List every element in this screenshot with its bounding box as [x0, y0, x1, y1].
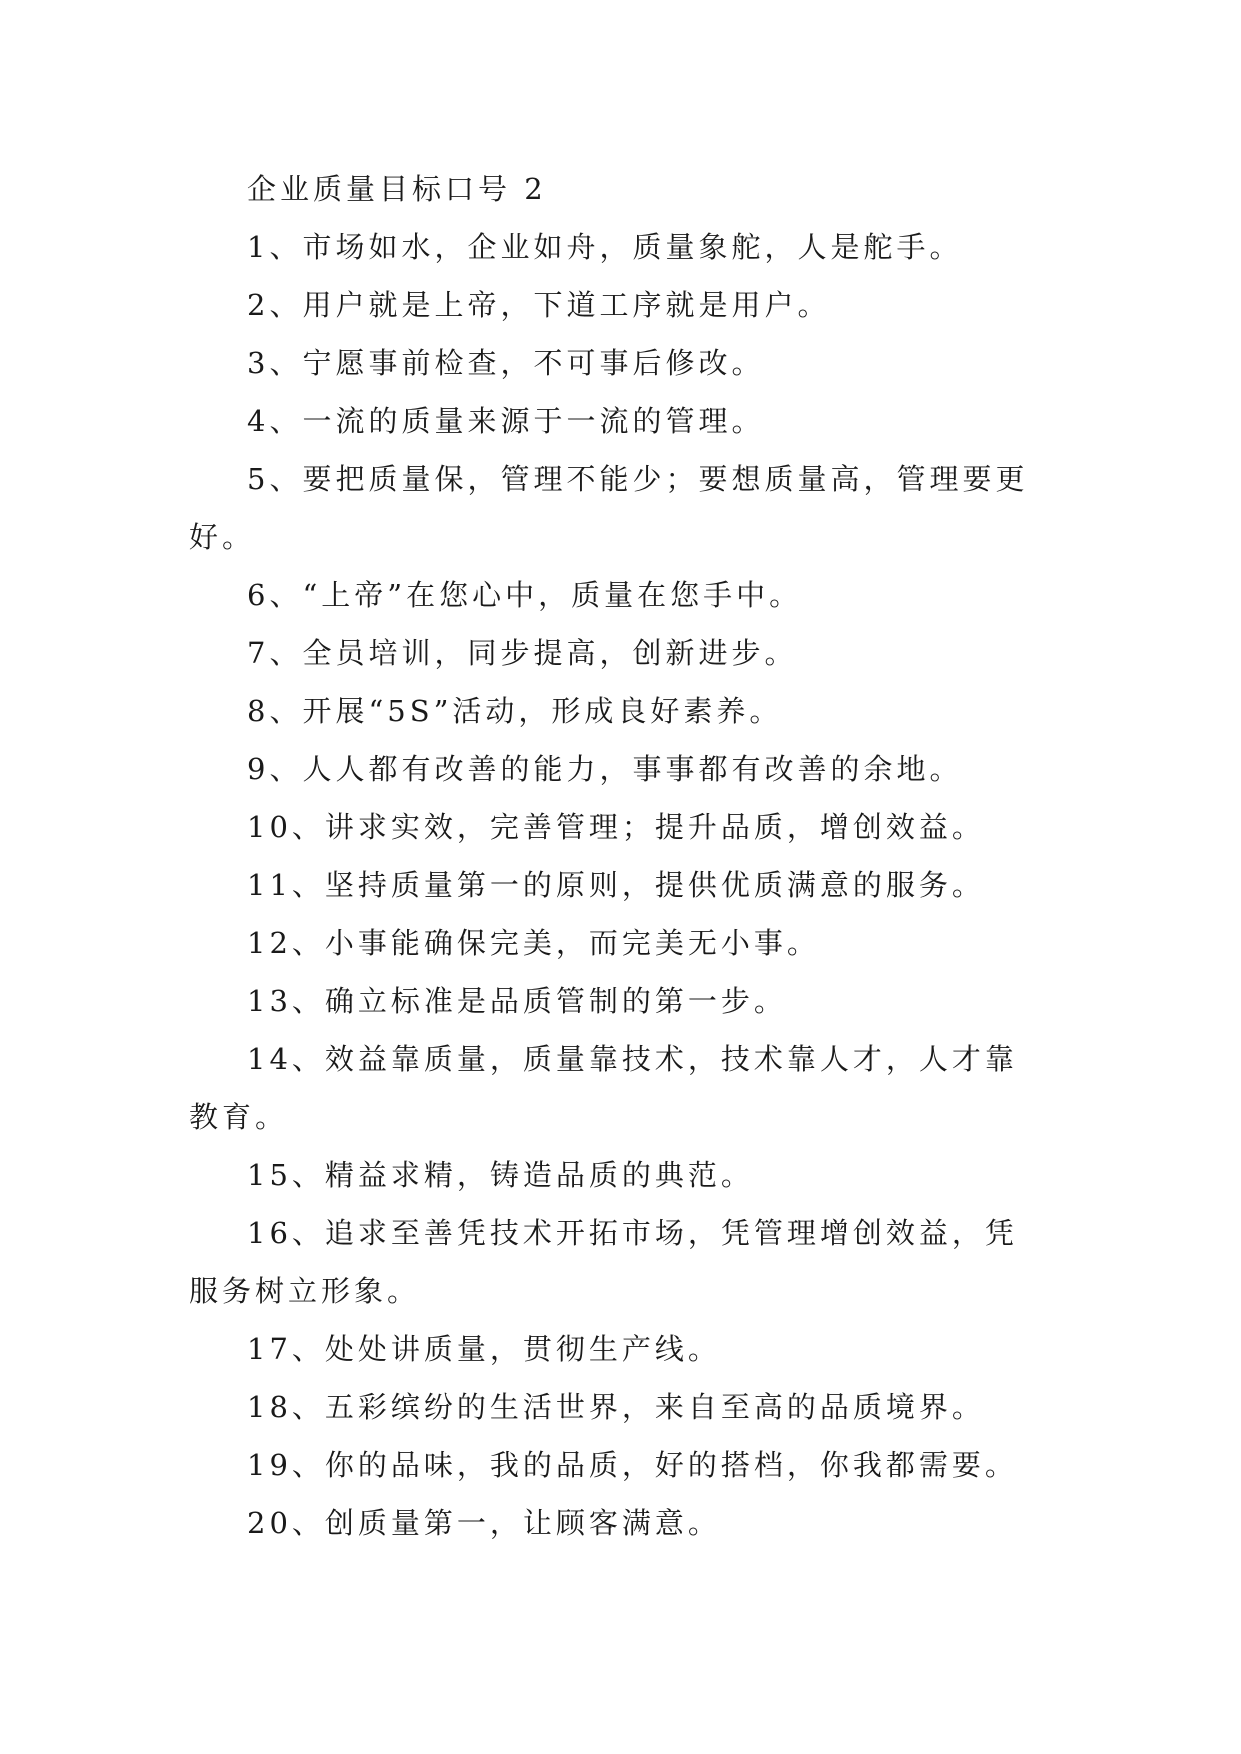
slogan-item: 14、效益靠质量，质量靠技术，技术靠人才，人才靠教育。 — [189, 1042, 1018, 1134]
slogan-item: 6、“上帝”在您心中，质量在您手中。 — [247, 578, 803, 612]
document-title: 企业质量目标口号 2 — [247, 172, 547, 206]
slogan-item: 4、一流的质量来源于一流的管理。 — [247, 404, 765, 438]
slogan-item: 5、要把质量保，管理不能少；要想质量高，管理要更好。 — [189, 462, 1029, 554]
document-page — [189, 160, 1049, 1552]
slogan-item: 3、宁愿事前检查，不可事后修改。 — [247, 346, 765, 380]
slogan-item: 16、追求至善凭技术开拓市场，凭管理增创效益，凭服务树立形象。 — [189, 1216, 1018, 1308]
slogan-item: 2、用户就是上帝，下道工序就是用户。 — [247, 288, 831, 322]
slogan-item: 10、讲求实效，完善管理；提升品质，增创效益。 — [247, 810, 985, 844]
slogan-item: 12、小事能确保完美，而完美无小事。 — [247, 926, 820, 960]
slogan-item: 1、市场如水，企业如舟，质量象舵，人是舵手。 — [247, 230, 963, 264]
slogan-item: 17、处处讲质量，贯彻生产线。 — [247, 1332, 721, 1366]
slogan-item: 20、创质量第一，让顾客满意。 — [247, 1506, 721, 1540]
slogan-item: 15、精益求精，铸造品质的典范。 — [247, 1158, 754, 1192]
slogan-item: 9、人人都有改善的能力，事事都有改善的余地。 — [247, 752, 963, 786]
slogan-item: 19、你的品味，我的品质，好的搭档，你我都需要。 — [247, 1448, 1018, 1482]
slogan-item: 11、坚持质量第一的原则，提供优质满意的服务。 — [247, 868, 985, 902]
slogan-item: 18、五彩缤纷的生活世界，来自至高的品质境界。 — [247, 1390, 985, 1424]
slogan-item: 13、确立标准是品质管制的第一步。 — [247, 984, 787, 1018]
slogan-item: 7、全员培训，同步提高，创新进步。 — [247, 636, 798, 670]
slogan-item: 8、开展“5S”活动，形成良好素养。 — [247, 694, 783, 728]
